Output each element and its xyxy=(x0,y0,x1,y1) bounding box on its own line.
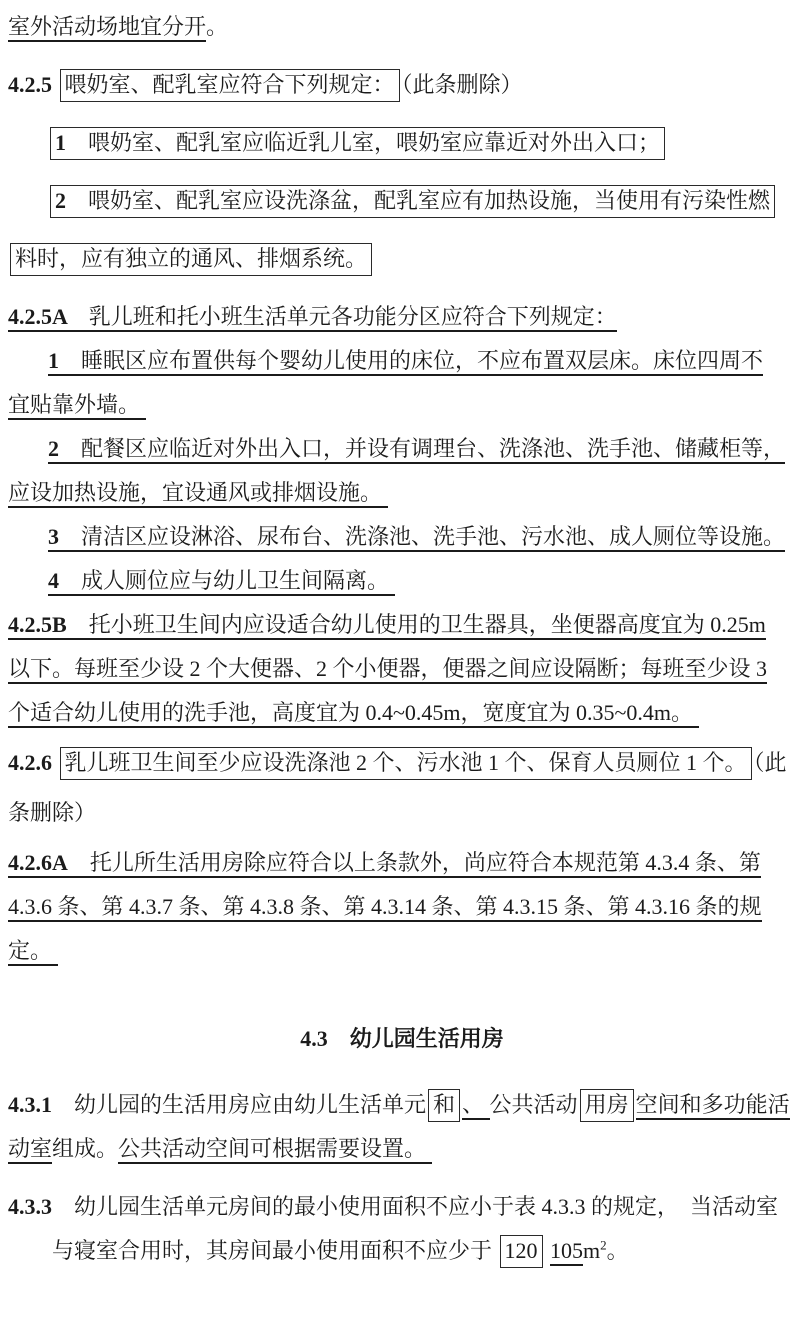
clause-4-2-5-item-1 xyxy=(8,121,796,165)
clause-4-3-3-line-1 xyxy=(8,1185,796,1229)
inserted-text: 配餐区应临近对外出入口，并设有调理台、洗涤池、洗手池、储藏柜等， xyxy=(59,436,785,464)
text-run: 料时，应有独立的通风、排烟系统。 xyxy=(15,246,368,271)
deleted-text-box xyxy=(10,243,372,276)
clause-4-2-6A-line-1 xyxy=(8,841,796,885)
clause-4-2-5A-item-1-line-1 xyxy=(8,339,796,383)
text-run: 2 xyxy=(600,1237,607,1253)
clause-4-2-5A-item-2-line-1 xyxy=(8,427,796,471)
inserted-text: 清洁区应设淋浴、尿布台、洗涤池、洗手池、污水池、成人厕位等设施。 xyxy=(59,524,785,552)
inserted-text: 动室 xyxy=(8,1136,52,1164)
text-run: m xyxy=(583,1238,601,1263)
clause-4-3-1-line-2 xyxy=(8,1127,796,1171)
text-run: 。 xyxy=(606,1238,629,1263)
deleted-text-box xyxy=(500,1235,543,1268)
text-run: 与寝室合用时，其房间最小使用面积不应少于 xyxy=(52,1238,498,1263)
clause-number: 2 xyxy=(55,188,66,213)
clause-4-2-5-item-2-line-2 xyxy=(8,237,796,281)
clause-4-2-5B-line-2 xyxy=(8,647,796,691)
inserted-text: 托儿所生活用房除应符合以上条款外，尚应符合本规范第 4.3.4 条、第 xyxy=(68,850,761,878)
inserted-text: 睡眠区应布置供每个婴幼儿使用的床位，不应布置双层床。床位四周不 xyxy=(59,348,763,376)
inserted-text: 定。 xyxy=(8,938,58,966)
clause-4-2-6A-line-2 xyxy=(8,885,796,929)
text-run: （此 xyxy=(753,750,787,775)
clause-4-2-5A-item-4 xyxy=(8,559,796,603)
clause-4-2-5A xyxy=(8,295,796,339)
inserted-text: 、 xyxy=(462,1092,490,1120)
deleted-text-box xyxy=(60,747,752,780)
text-run: 喂奶室、配乳室应设洗涤盆，配乳室应有加热设施，当使用有污染性燃 xyxy=(66,188,771,213)
text-run: 幼儿园生活单元房间的最小使用面积不应小于表 4.3.3 的规定， 当活动室 xyxy=(52,1194,779,1219)
inserted-text: 以下。每班至少设 2 个大便器、2 个小便器，便器之间应设隔断；每班至少设 3 xyxy=(8,656,767,684)
clause-number: 4.3.1 xyxy=(8,1092,52,1117)
clause-4-3-3-line-2 xyxy=(8,1229,796,1273)
clause-4-2-5A-item-2-line-2 xyxy=(8,471,796,515)
inserted-text: 4.2.5A xyxy=(8,304,89,332)
text-run: 喂奶室、配乳室应符合下列规定： xyxy=(64,72,395,97)
inserted-text: 公共活动空间可根据需要设置。 xyxy=(118,1136,432,1164)
inserted-text: 个适合幼儿使用的洗手池，高度宜为 0.4~0.45m，宽度宜为 0.35~0.4m。 xyxy=(8,700,699,728)
inserted-text: 105 xyxy=(550,1238,583,1266)
inserted-text: 托小班卫生间内应设适合幼儿使用的卫生器具，坐便器高度宜为 0.25m xyxy=(67,612,766,640)
text-run: 120 xyxy=(504,1238,538,1263)
text-run: 公共活动 xyxy=(489,1092,578,1117)
text-run: 组成。 xyxy=(52,1136,119,1161)
inserted-text: 2 xyxy=(48,436,59,464)
para-outdoor-area-continuation xyxy=(8,5,796,49)
inserted-text: 乳儿班和托小班生活单元各功能分区应符合下列规定： xyxy=(89,304,617,332)
clause-4-2-6-line-1 xyxy=(8,741,796,785)
clause-4-2-5A-item-3 xyxy=(8,515,796,559)
clause-4-3-1-line-1 xyxy=(8,1083,796,1127)
clause-number: 4.3 幼儿园生活用房 xyxy=(300,1026,504,1051)
clause-4-2-5-item-2-line-1 xyxy=(8,179,796,223)
deleted-text-box xyxy=(428,1089,460,1122)
text-run: 喂奶室、配乳室应临近乳儿室，喂奶室应靠近对外出入口； xyxy=(66,130,661,155)
deleted-text-box xyxy=(50,127,665,160)
clause-number: 1 xyxy=(55,130,66,155)
text-run: 乳儿班卫生间至少应设洗涤池 2 个、污水池 1 个、保育人员厕位 1 个。 xyxy=(64,750,747,775)
inserted-text: 3 xyxy=(48,524,59,552)
clause-number: 4.3.3 xyxy=(8,1194,52,1219)
inserted-text: 宜贴靠外墙。 xyxy=(8,392,146,420)
clause-4-2-5B-line-1 xyxy=(8,603,796,647)
inserted-text: 4 xyxy=(48,568,59,596)
inserted-text: 成人厕位应与幼儿卫生间隔离。 xyxy=(59,568,395,596)
clause-4-2-5 xyxy=(8,63,796,107)
clause-number: 4.2.5 xyxy=(8,72,58,97)
text-run: 条删除） xyxy=(8,800,97,825)
deleted-text-box xyxy=(50,185,775,218)
text-run: 用房 xyxy=(584,1092,629,1117)
text-run: 幼儿园的生活用房应由幼儿生活单元 xyxy=(52,1092,427,1117)
text-run: （此条删除） xyxy=(401,72,523,97)
inserted-text: 1 xyxy=(48,348,59,376)
inserted-text: 应设加热设施，宜设通风或排烟设施。 xyxy=(8,480,388,508)
inserted-text: 空间和多功能活 xyxy=(636,1092,790,1120)
deleted-text-box xyxy=(580,1089,634,1122)
section-heading-4-3 xyxy=(8,1017,796,1061)
inserted-text: 4.3.6 条、第 4.3.7 条、第 4.3.8 条、第 4.3.14 条、第 4.3.15 条、第 4.3.16 条的规 xyxy=(8,894,762,922)
text-run: 和 xyxy=(433,1092,456,1117)
inserted-text: 4.2.6A xyxy=(8,850,68,878)
clause-number: 4.2.6 xyxy=(8,750,58,775)
clause-4-2-6A-line-3 xyxy=(8,929,796,973)
inserted-text: 室外活动场地宜分开 xyxy=(8,14,206,42)
clause-4-2-6-line-2 xyxy=(8,791,796,835)
inserted-text: 4.2.5B xyxy=(8,612,67,640)
text-run: 。 xyxy=(206,14,229,39)
clause-4-2-5A-item-1-line-2 xyxy=(8,383,796,427)
clause-4-2-5B-line-3 xyxy=(8,691,796,735)
deleted-text-box xyxy=(60,69,400,102)
